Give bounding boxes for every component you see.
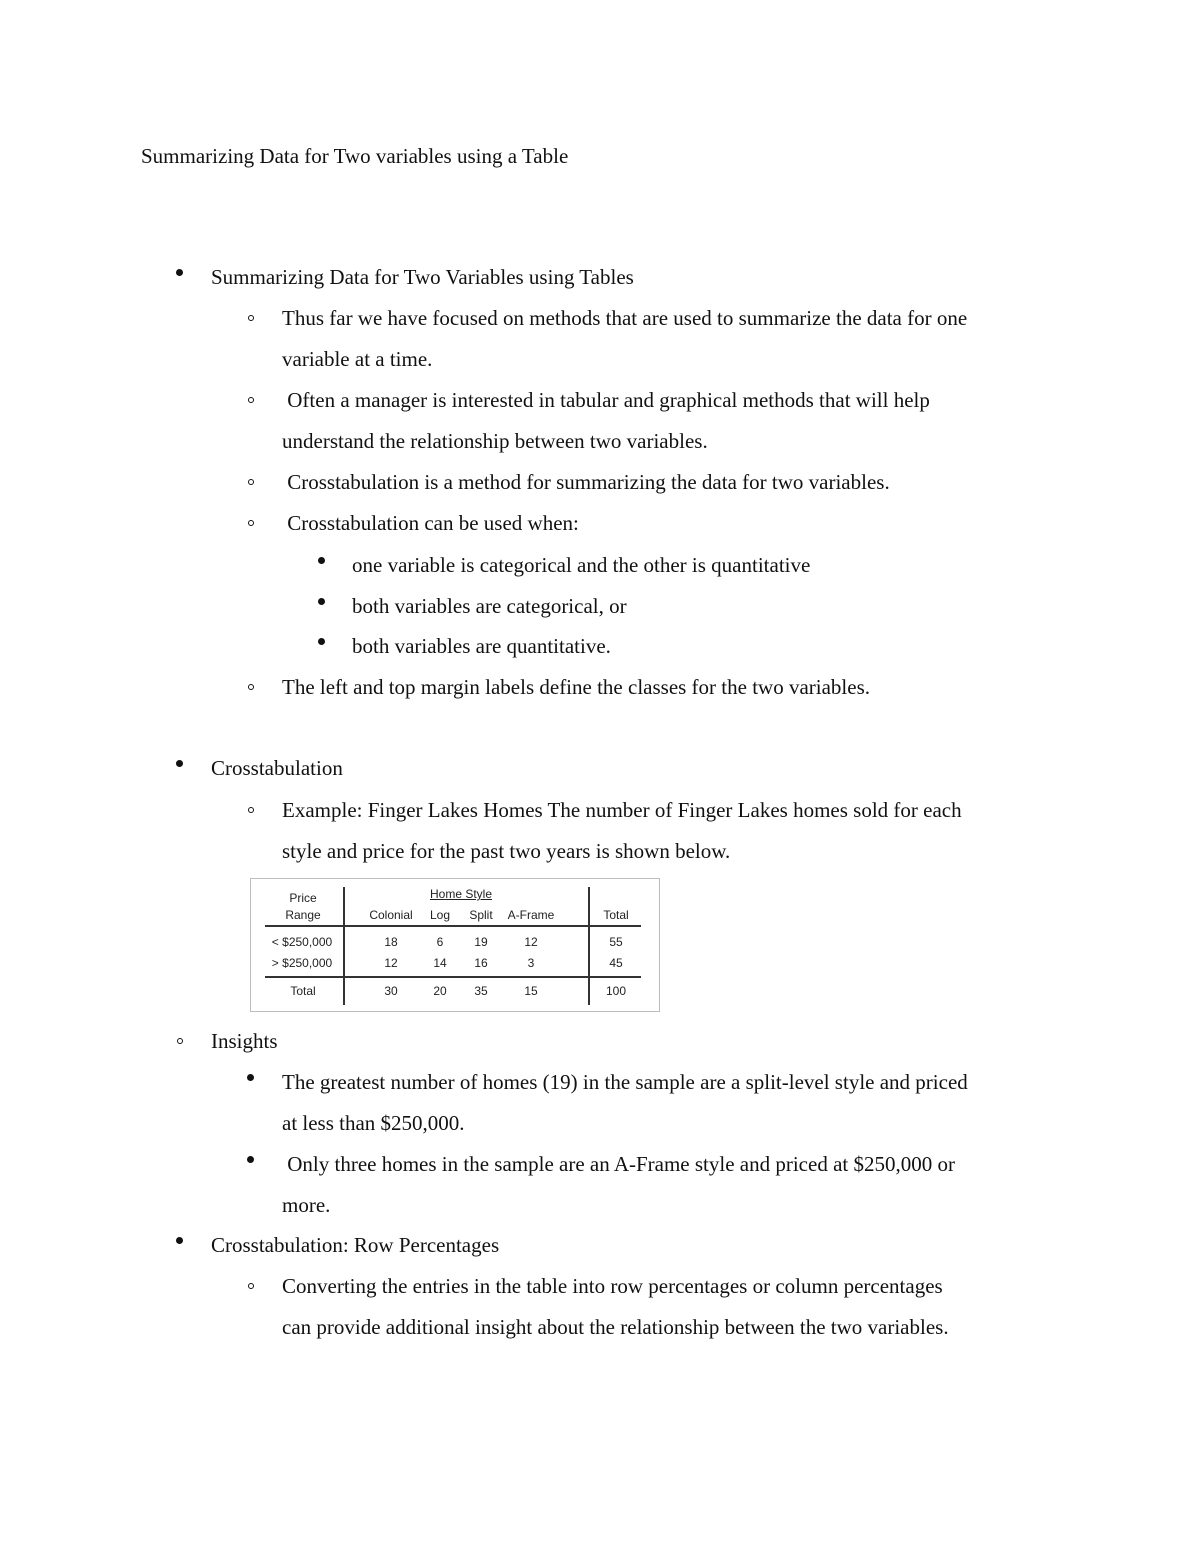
sub-list-item: both variables are categorical, or xyxy=(352,594,627,618)
table-cell: 6 xyxy=(436,935,444,949)
circle-bullet-icon xyxy=(248,315,254,321)
section-heading: Crosstabulation xyxy=(211,756,343,780)
list-item-line: The greatest number of homes (19) in the sample are a split-level style and priced xyxy=(282,1070,968,1094)
list-item-line: Often a manager is interested in tabular and graphical methods that will help xyxy=(282,388,930,412)
column-header: Split xyxy=(469,908,493,922)
circle-bullet-icon xyxy=(248,684,254,690)
row-header-line: Range xyxy=(285,908,321,922)
row-header-line: Price xyxy=(289,891,317,905)
circle-bullet-icon xyxy=(248,479,254,485)
total-label: Total xyxy=(290,984,316,998)
table-rule xyxy=(588,887,590,1005)
column-header: Colonial xyxy=(369,908,413,922)
section-heading: Crosstabulation: Row Percentages xyxy=(211,1233,500,1257)
group-header: Home Style xyxy=(429,887,493,901)
table-cell: 14 xyxy=(433,956,447,970)
table-cell: 18 xyxy=(384,935,398,949)
table-cell: 55 xyxy=(609,935,623,949)
list-item-line: Thus far we have focused on methods that are used to summarize the data for one xyxy=(282,306,968,330)
list-item-line: Example: Finger Lakes Homes The number of Finger Lakes homes sold for each xyxy=(282,798,962,822)
sub-list-item: both variables are quantitative. xyxy=(352,634,611,658)
list-item-line: understand the relationship between two variables. xyxy=(282,429,708,453)
table-cell: 20 xyxy=(433,984,447,998)
list-item-line: more. xyxy=(282,1193,331,1217)
section-heading: Insights xyxy=(211,1029,278,1053)
list-item-line: at less than $250,000. xyxy=(282,1111,465,1135)
table-cell: 19 xyxy=(474,935,488,949)
list-item-line: can provide additional insight about the relationship between the two variables. xyxy=(282,1315,949,1339)
column-header: A-Frame xyxy=(507,908,555,922)
bullet-icon xyxy=(176,760,183,767)
table-cell: 3 xyxy=(527,956,535,970)
table-rule xyxy=(265,976,641,978)
row-label: > $250,000 xyxy=(271,956,333,970)
circle-bullet-icon xyxy=(248,807,254,813)
circle-bullet-icon xyxy=(177,1038,183,1044)
table-cell: 15 xyxy=(524,984,538,998)
list-item-line: Crosstabulation is a method for summarizing the data for two variables. xyxy=(282,470,890,494)
row-label: < $250,000 xyxy=(271,935,333,949)
page-title: Summarizing Data for Two variables using a Table xyxy=(141,144,569,168)
bullet-icon xyxy=(318,598,325,605)
circle-bullet-icon xyxy=(248,520,254,526)
column-header: Total xyxy=(603,908,629,922)
table-rule xyxy=(343,887,345,1005)
circle-bullet-icon xyxy=(248,1283,254,1289)
list-item-line: Crosstabulation can be used when: xyxy=(282,511,579,535)
circle-bullet-icon xyxy=(248,397,254,403)
table-cell: 35 xyxy=(474,984,488,998)
table-rule xyxy=(265,925,641,927)
table-cell: 100 xyxy=(605,984,627,998)
list-item-line: variable at a time. xyxy=(282,347,433,371)
crosstab-table xyxy=(250,878,660,1012)
sub-list-item: one variable is categorical and the other is quantitative xyxy=(352,553,811,577)
section-heading: Summarizing Data for Two Variables using Tables xyxy=(211,265,634,289)
bullet-icon xyxy=(176,1237,183,1244)
bullet-icon xyxy=(318,638,325,645)
table-cell: 30 xyxy=(384,984,398,998)
bullet-icon xyxy=(176,269,183,276)
list-item-line: style and price for the past two years is shown below. xyxy=(282,839,731,863)
bullet-icon xyxy=(247,1074,254,1081)
table-cell: 12 xyxy=(384,956,398,970)
bullet-icon xyxy=(247,1156,254,1163)
list-item-line: The left and top margin labels define the classes for the two variables. xyxy=(282,675,870,699)
table-cell: 12 xyxy=(524,935,538,949)
column-header: Log xyxy=(429,908,451,922)
list-item-line: Converting the entries in the table into row percentages or column percentages xyxy=(282,1274,943,1298)
table-cell: 16 xyxy=(474,956,488,970)
list-item-line: Only three homes in the sample are an A-Frame style and priced at $250,000 or xyxy=(282,1152,955,1176)
table-cell: 45 xyxy=(609,956,623,970)
bullet-icon xyxy=(318,557,325,564)
